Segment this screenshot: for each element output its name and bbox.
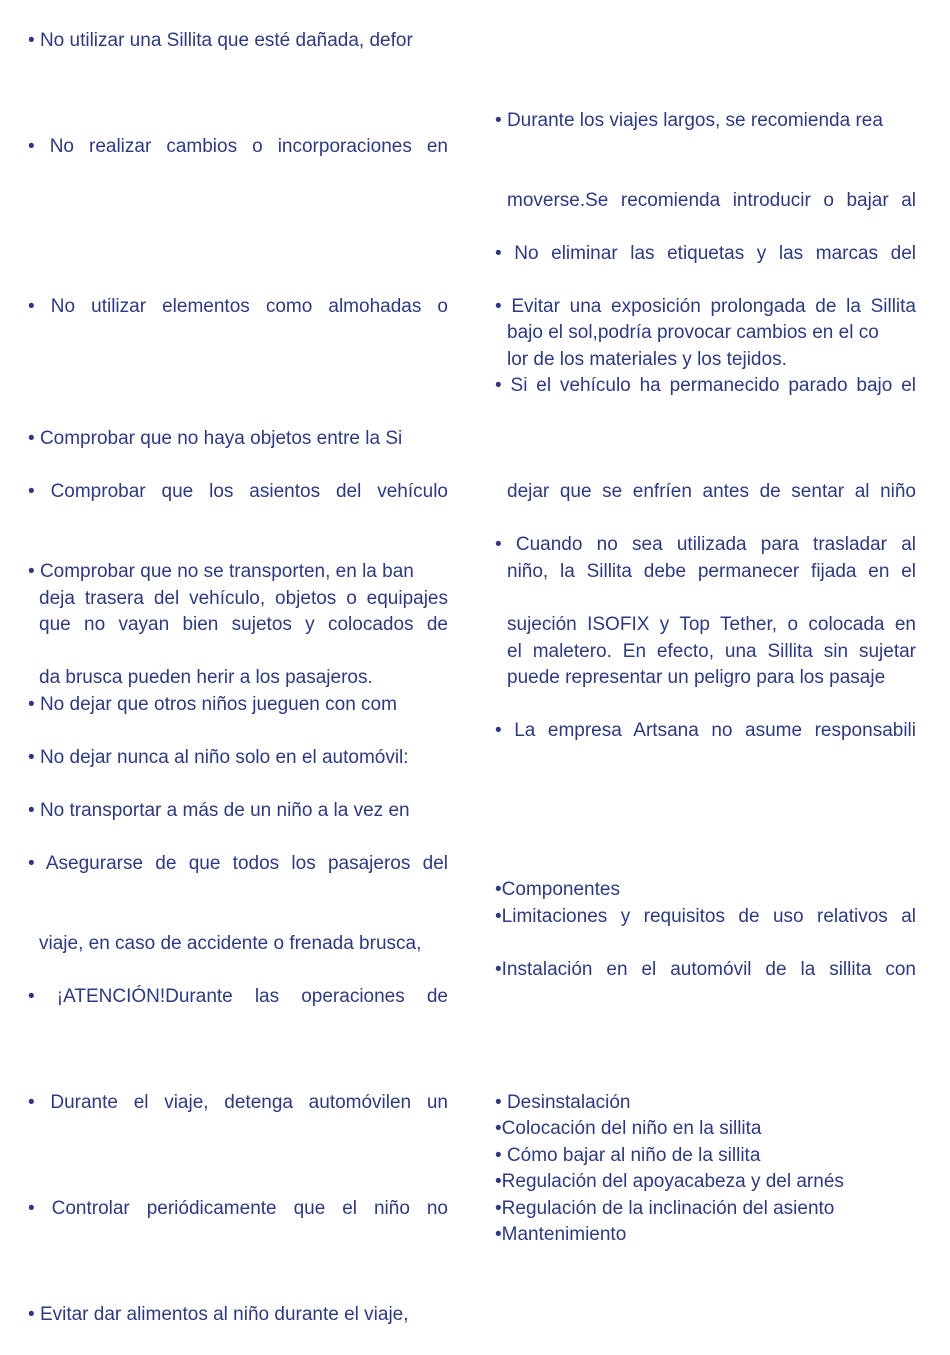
- left-line-8: que no vayan bien sujetos y colocados de: [39, 614, 448, 635]
- left-line-1: • No utilizar una Sillita que esté dañada, defor: [28, 27, 448, 54]
- right-line-7: • Si el vehículo ha permanecido parado bajo el: [495, 372, 916, 399]
- contents-item-como-bajar: • Cómo bajar al niño de la sillita: [495, 1142, 916, 1169]
- right-line-12: el maletero. En efecto, una Sillita sin sujetar: [507, 641, 916, 662]
- right-line-11: sujeción ISOFIX y Top Tether, o colocada en: [507, 614, 916, 635]
- left-line-2: • No realizar cambios o incorporaciones en: [28, 133, 448, 160]
- right-line-5: bajo el sol,podría provocar cambios en el co: [507, 322, 879, 343]
- left-line-4: • Comprobar que no haya objetos entre la Si: [28, 425, 448, 452]
- left-line-6: • Comprobar que no se transporten, en la ban: [28, 558, 448, 585]
- right-line-1: • Durante los viajes largos, se recomienda rea: [495, 107, 916, 134]
- right-line-13: puede representar un peligro para los pasaje: [507, 667, 886, 688]
- right-line-6: lor de los materiales y los tejidos.: [507, 349, 787, 370]
- contents-item-mantenimiento: • Mantenimiento: [495, 1221, 916, 1248]
- contents-item-instalacion: • Instalación en el automóvil de la sillita con: [495, 956, 916, 983]
- left-line-11: • No dejar nunca al niño solo en el automóvil:: [28, 744, 448, 771]
- contents-item-limitaciones: • Limitaciones y requisitos de uso relativos al: [495, 903, 916, 930]
- contents-item-colocacion: • Colocación del niño en la sillita: [495, 1115, 916, 1142]
- left-line-9: da brusca pueden herir a los pasajeros.: [39, 667, 373, 688]
- right-line-10: niño, la Sillita debe permanecer fijada en el: [507, 561, 916, 582]
- left-line-12: • No transportar a más de un niño a la vez en: [28, 797, 448, 824]
- contents-item-desinstalacion: • Desinstalación: [495, 1089, 916, 1116]
- contents-item-regulacion-inclinacion: • Regulación de la inclinación del asiento: [495, 1195, 916, 1222]
- left-line-18: • Evitar dar alimentos al niño durante el viaje,: [28, 1301, 448, 1328]
- right-line-9: • Cuando no sea utilizada para trasladar al: [495, 531, 916, 558]
- right-line-2: moverse.Se recomienda introducir o bajar al: [507, 190, 916, 211]
- left-line-14: viaje, en caso de accidente o frenada brusca,: [39, 933, 422, 954]
- right-line-8: dejar que se enfríen antes de sentar al niño: [507, 481, 916, 502]
- right-line-4: • Evitar una exposición prolongada de la Sillita: [495, 293, 916, 320]
- right-line-14: • La empresa Artsana no asume responsabili: [495, 717, 916, 744]
- left-line-16: • Durante el viaje, detenga automóvilen un: [28, 1089, 448, 1116]
- contents-item-componentes: • Componentes: [495, 876, 916, 903]
- left-line-3: • No utilizar elementos como almohadas o: [28, 293, 448, 320]
- left-line-13: • Asegurarse de que todos los pasajeros del: [28, 850, 448, 877]
- left-line-10: • No dejar que otros niños jueguen con com: [28, 691, 448, 718]
- contents-item-regulacion-apoyacabeza: • Regulación del apoyacabeza y del arnés: [495, 1168, 916, 1195]
- left-line-17: • Controlar periódicamente que el niño no: [28, 1195, 448, 1222]
- left-line-5: • Comprobar que los asientos del vehículo: [28, 478, 448, 505]
- left-line-7: deja trasera del vehículo, objetos o equipajes: [39, 588, 448, 609]
- right-line-3: • No eliminar las etiquetas y las marcas del: [495, 240, 916, 267]
- left-line-15: • ¡ATENCIÓN!Durante las operaciones de: [28, 983, 448, 1010]
